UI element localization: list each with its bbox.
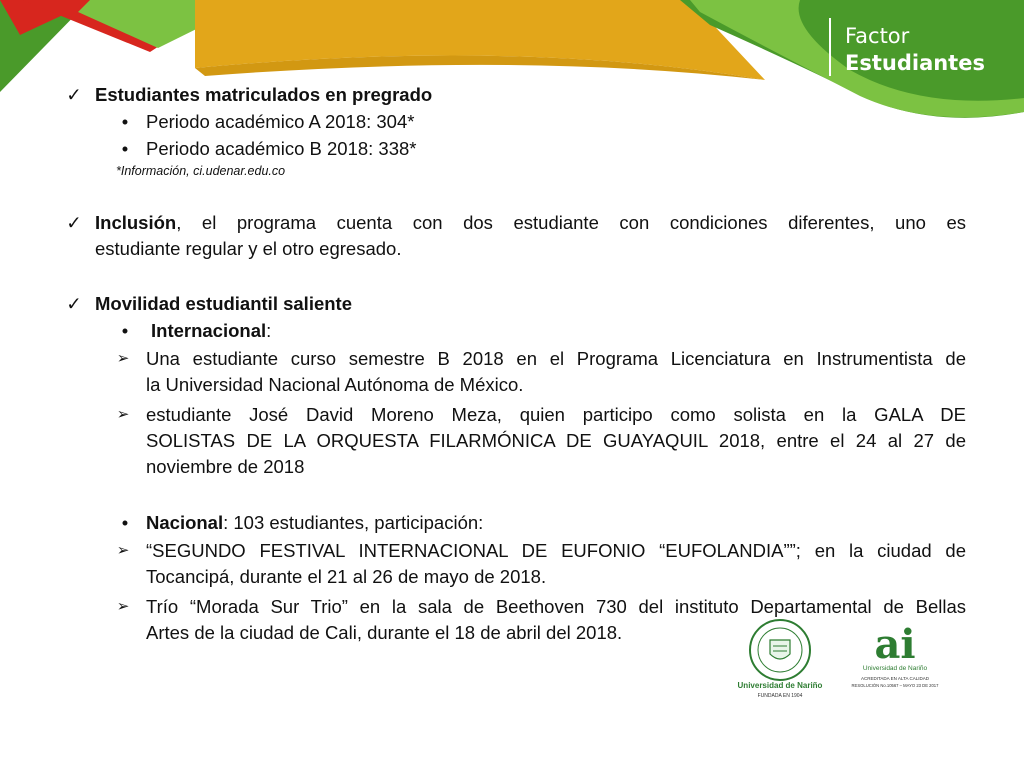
intl-item2-line1: estudiante José David Moreno Meza, quien participo como solista en la GALA DE bbox=[146, 404, 966, 425]
label-nacional: Nacional: 103 estudiantes, participación: bbox=[146, 512, 484, 533]
arrow-bullet-icon: ➢ bbox=[116, 406, 130, 423]
info-source-note: *Información, ci.udenar.edu.co bbox=[116, 164, 286, 178]
ai-line2: RESOLUCIÓN No.10567 – MAYO 23 DE 2017 bbox=[851, 683, 939, 688]
bullet-icon: • bbox=[121, 320, 129, 341]
intl-item2-line3: noviembre de 2018 bbox=[146, 456, 305, 477]
inclusion-line2: estudiante regular y el otro egresado. bbox=[95, 238, 402, 259]
intl-item1-line1: Una estudiante curso semestre B 2018 en el Programa Licenciatura en Instrumentista de bbox=[146, 348, 966, 369]
checkmark-icon: ✓ bbox=[66, 293, 82, 314]
nac-item2-line2: Artes de la ciudad de Cali, durante el 18 de abril del 2018. bbox=[146, 622, 623, 643]
udenar-founded: FUNDADA EN 1904 bbox=[757, 693, 803, 699]
intl-item1-line2: la Universidad Nacional Autónoma de México. bbox=[146, 374, 524, 395]
bullet-periodo-b: Periodo académico B 2018: 338* bbox=[146, 138, 417, 159]
checkmark-icon: ✓ bbox=[66, 212, 82, 233]
nac-item1-line1: “SEGUNDO FESTIVAL INTERNACIONAL DE EUFONIO “EUFOLANDIA””; en la ciudad de bbox=[146, 540, 966, 561]
checkmark-icon: ✓ bbox=[66, 84, 82, 105]
ai-line1: ACREDITADA EN ALTA CALIDAD bbox=[860, 676, 930, 681]
brand-estudiantes: Estudiantes bbox=[845, 51, 985, 75]
nac-item2-line1: Trío “Morada Sur Trio” en la sala de Beethoven 730 del instituto Departamental de Bellas bbox=[146, 596, 966, 617]
universidad-narino-logo bbox=[735, 618, 825, 700]
intl-item2-line2: SOLISTAS DE LA ORQUESTA FILARMÓNICA DE GUAYAQUIL 2018, entre el 24 al 27 de bbox=[146, 430, 966, 451]
arrow-bullet-icon: ➢ bbox=[116, 350, 130, 367]
inclusion-line1: Inclusión, el programa cuenta con dos estudiante con condiciones diferentes, uno es bbox=[95, 212, 966, 233]
udenar-name: Universidad de Nariño bbox=[737, 681, 823, 690]
brand-factor: Factor bbox=[845, 24, 910, 48]
acreditacion-ai-logo bbox=[850, 620, 940, 696]
bullet-icon: • bbox=[121, 111, 129, 132]
section-title-matriculados: Estudiantes matriculados en pregrado bbox=[95, 84, 433, 105]
arrow-bullet-icon: ➢ bbox=[116, 542, 130, 559]
ai-university: Universidad de Nariño bbox=[862, 665, 928, 672]
bullet-icon: • bbox=[121, 512, 129, 533]
ai-letters: ai bbox=[874, 621, 916, 668]
bullet-periodo-a: Periodo académico A 2018: 304* bbox=[146, 111, 415, 132]
arrow-bullet-icon: ➢ bbox=[116, 598, 130, 615]
nac-item1-line2: Tocancipá, durante el 21 al 26 de mayo de 2018. bbox=[146, 566, 547, 587]
bullet-icon: • bbox=[121, 138, 129, 159]
label-internacional: Internacional: bbox=[151, 320, 272, 341]
section-title-movilidad: Movilidad estudiantil saliente bbox=[95, 293, 352, 314]
